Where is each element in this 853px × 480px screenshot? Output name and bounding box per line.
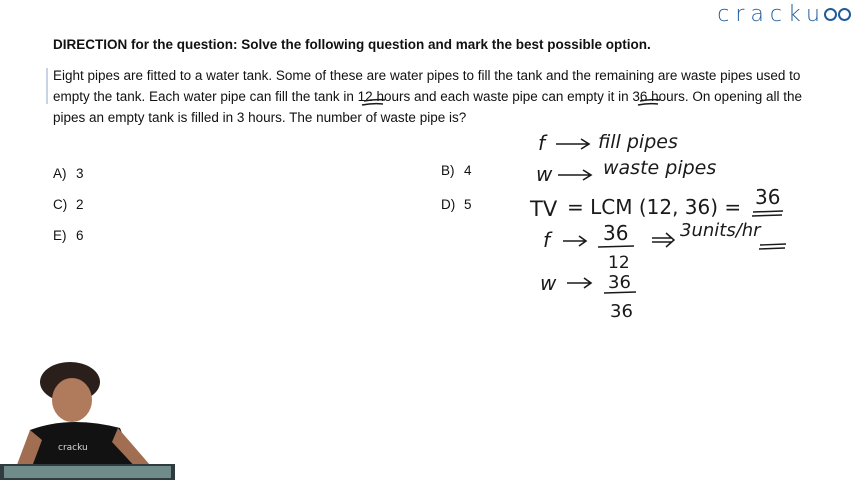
arrow-icon bbox=[567, 278, 591, 288]
note-line4-var: f bbox=[543, 228, 551, 252]
note-line2-text: waste pipes bbox=[603, 157, 717, 179]
fraction-bar bbox=[598, 246, 634, 247]
option-value: 3 bbox=[76, 166, 84, 181]
note-line4-result: 3units/hr bbox=[680, 220, 761, 241]
presenter-face bbox=[52, 378, 92, 422]
note-line4-num: 36 bbox=[603, 221, 629, 245]
note-line3-eq: = LCM (12, 36) = bbox=[567, 195, 742, 219]
note-line5-num: 36 bbox=[608, 272, 631, 293]
direction-heading: DIRECTION for the question: Solve the following question and mark the best possible option. bbox=[53, 37, 651, 52]
arrow-icon bbox=[558, 170, 591, 180]
note-line1-var: f bbox=[538, 131, 546, 155]
note-line5-var: w bbox=[540, 271, 557, 295]
option-value: 4 bbox=[464, 163, 472, 178]
underline-12 bbox=[362, 100, 385, 105]
note-line4-den: 12 bbox=[608, 253, 630, 273]
note-line3-result: 36 bbox=[755, 185, 781, 209]
shirt-logo-text: cracku bbox=[58, 443, 88, 453]
option-value: 5 bbox=[464, 197, 472, 212]
option-label: B) bbox=[441, 163, 455, 178]
note-line5-den: 36 bbox=[610, 301, 633, 322]
underline-36 bbox=[638, 100, 660, 105]
note-line2-var: w bbox=[536, 162, 553, 186]
option-label: A) bbox=[53, 166, 67, 181]
note-line3-lhs: TV bbox=[530, 197, 558, 221]
question-part-3: hours. On opening all the pipes an empty tank is filled in 3 hours. The number of waste pipe is? bbox=[53, 89, 802, 125]
option-value: 2 bbox=[76, 197, 84, 212]
logo-text: cracku bbox=[717, 2, 826, 27]
question-part-1: Eight pipes are fitted to a water tank. Some of these are water pipes to fill the tank and the remaining are waste pipes used to empty the tank. Each water pipe can fill the tank in bbox=[53, 68, 801, 104]
implies-icon bbox=[652, 233, 674, 247]
underline-result bbox=[752, 211, 783, 216]
fraction-bar bbox=[604, 292, 636, 293]
question-number-36: 36 bbox=[632, 89, 648, 104]
arrow-icon bbox=[563, 236, 586, 246]
underline-hr bbox=[759, 244, 786, 249]
option-label: C) bbox=[53, 197, 68, 212]
question-number-12: 12 bbox=[357, 89, 373, 104]
option-label: D) bbox=[441, 197, 456, 212]
option-value: 6 bbox=[76, 228, 84, 243]
tablet-screen bbox=[4, 466, 171, 478]
presenter-video bbox=[0, 360, 175, 480]
question-part-2: hours and each waste pipe can empty it in bbox=[372, 89, 633, 104]
arrow-icon bbox=[556, 139, 589, 149]
note-line1-text: fill pipes bbox=[598, 131, 678, 153]
option-label: E) bbox=[53, 228, 67, 243]
